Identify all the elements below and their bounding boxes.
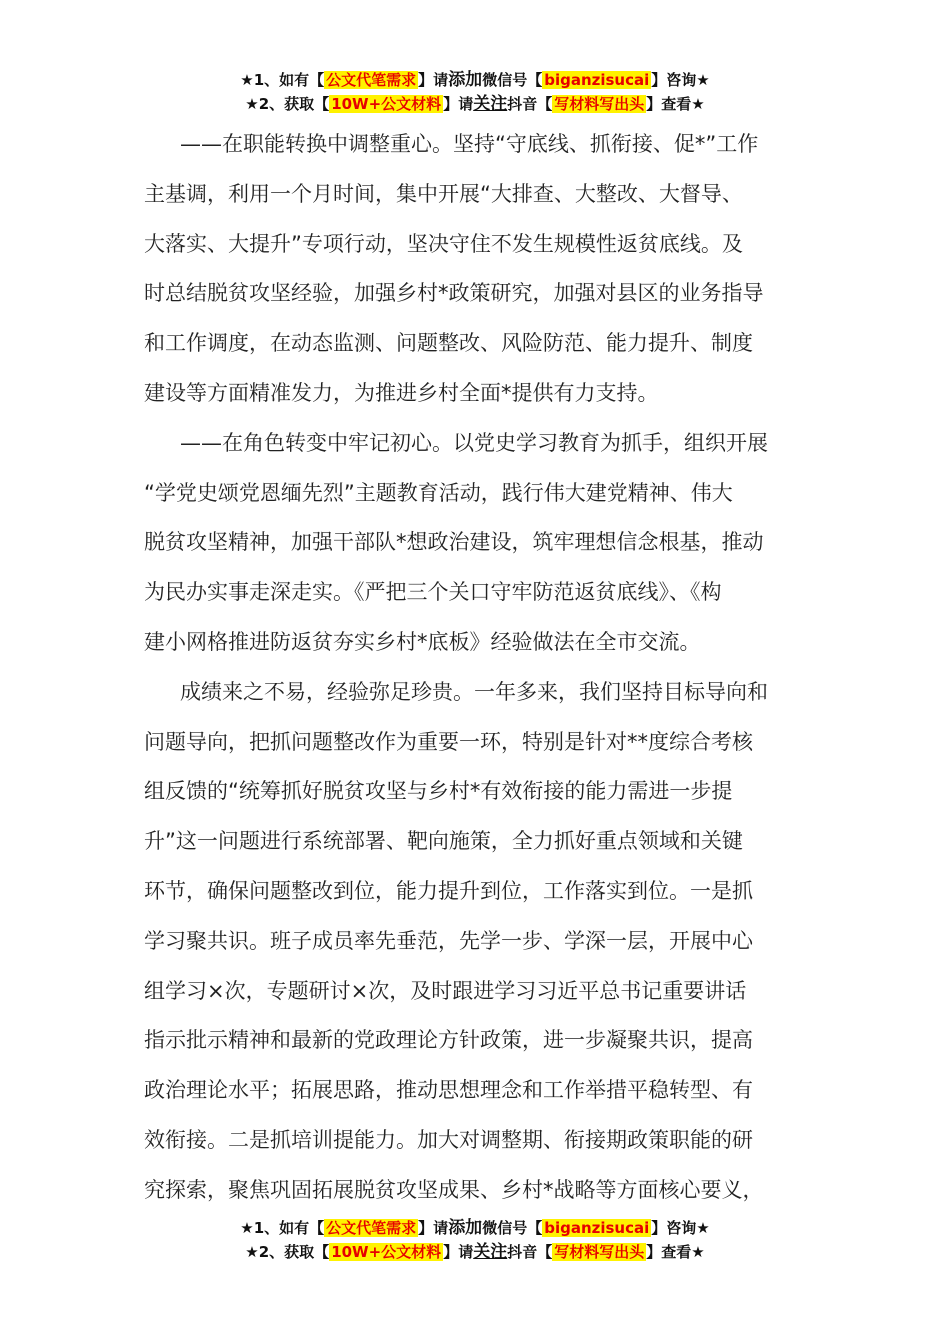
text-line: 脱贫攻坚精神，加强干部队*想政治建设，筑牢理想信念根基，推动 [144,530,764,555]
text-line: “学党史颂党恩缅先烈”主题教育活动，践行伟大建党精神、伟大 [144,480,733,505]
banner-emphasis: 添加 [448,70,483,90]
text-line: 问题导向，把抓问题整改作为重要一环，特别是针对**度综合考核 [144,729,753,754]
text-line: 成绩来之不易，经验弥足珍贵。一年多来，我们坚持目标导向和 [180,679,768,704]
document-body [144,120,806,1216]
text-line: 和工作调度，在动态监测、问题整改、风险防范、能力提升、制度 [144,331,753,356]
banner-text: 】请 [443,95,474,113]
banner-text: 】咨询★ [651,71,710,89]
banner-emphasis: 关注 [473,94,508,114]
banner-text: 微信号【 [482,71,543,89]
text-line: ——在角色转变中牢记初心。以党史学习教育为抓手，组织开展 [180,430,768,455]
paragraph [144,668,806,1216]
banner-text: ★1、如有【 [240,71,325,89]
paragraph [144,120,806,419]
highlight-badge: 10W+公文材料 [331,1243,442,1261]
banner-text: 】请 [443,1243,474,1261]
text-line: 究探索，聚焦巩固拓展脱贫攻坚成果、乡村*战略等方面核心要义， [144,1177,764,1202]
banner-text: ★2、获取【 [245,1243,330,1261]
banner-emphasis: 添加 [448,1218,483,1238]
banner-text: 】查看★ [646,95,705,113]
text-line: 政治理论水平；拓展思路，推动思想理念和工作举措平稳转型、有 [144,1078,753,1103]
highlight-badge: 公文代笔需求 [326,1219,417,1237]
wechat-id-badge: biganzisucai [544,71,650,89]
banner-text: 】查看★ [646,1243,705,1261]
banner-text: 】请 [418,1219,449,1237]
banner-line-2 [0,92,950,116]
banner-line-2 [0,1240,950,1264]
wechat-id-badge: biganzisucai [544,1219,650,1237]
banner-text: 抖音【 [507,95,553,113]
highlight-badge: 10W+公文材料 [331,95,442,113]
text-line: 升”这一问题进行系统部署、靶向施策，全力抓好重点领域和关键 [144,829,743,854]
text-line: 为民办实事走深走实。《严把三个关口守牢防范返贫底线》、《构 [144,580,722,605]
text-line: ——在职能转换中调整重心。坚持“守底线、抓衔接、促*”工作 [180,132,759,156]
banner-text: 】请 [418,71,449,89]
text-line: 环节，确保问题整改到位，能力提升到位，工作落实到位。一是抓 [144,878,753,903]
text-line: 建小网格推进防返贫夯实乡村*底板》经验做法在全市交流。 [144,629,701,654]
text-line: 主基调，利用一个月时间，集中开展“大排查、大整改、大督导、 [144,181,743,206]
highlight-badge: 公文代笔需求 [326,71,417,89]
douyin-id-badge: 写材料写出头 [554,1243,645,1261]
banner-text: 微信号【 [482,1219,543,1237]
text-line: 效衔接。二是抓培训提能力。加大对调整期、衔接期政策职能的研 [144,1127,753,1152]
text-line: 大落实、大提升”专项行动，坚决守住不发生规模性返贫底线。及 [144,231,743,256]
text-line: 组学习×次，专题研讨×次，及时跟进学习习近平总书记重要讲话 [144,978,747,1003]
text-line: 时总结脱贫攻坚经验，加强乡村*政策研究，加强对县区的业务指导 [144,281,764,306]
banner-emphasis: 关注 [473,1242,508,1262]
text-line: 建设等方面精准发力，为推进乡村全面*提供有力支持。 [144,380,659,405]
banner-text: 】咨询★ [651,1219,710,1237]
text-line: 指示批示精神和最新的党政理论方针政策，进一步凝聚共识，提高 [144,1028,753,1053]
header-banner [0,68,950,116]
banner-text: 抖音【 [507,1243,553,1261]
footer-banner [0,1216,950,1264]
banner-text: ★1、如有【 [240,1219,325,1237]
banner-line-1 [0,68,950,92]
banner-line-1 [0,1216,950,1240]
text-line: 学习聚共识。班子成员率先垂范，先学一步、学深一层，开展中心 [144,928,753,953]
paragraph [144,419,806,668]
douyin-id-badge: 写材料写出头 [554,95,645,113]
banner-text: ★2、获取【 [245,95,330,113]
text-line: 组反馈的“统筹抓好脱贫攻坚与乡村*有效衔接的能力需进一步提 [144,779,733,804]
